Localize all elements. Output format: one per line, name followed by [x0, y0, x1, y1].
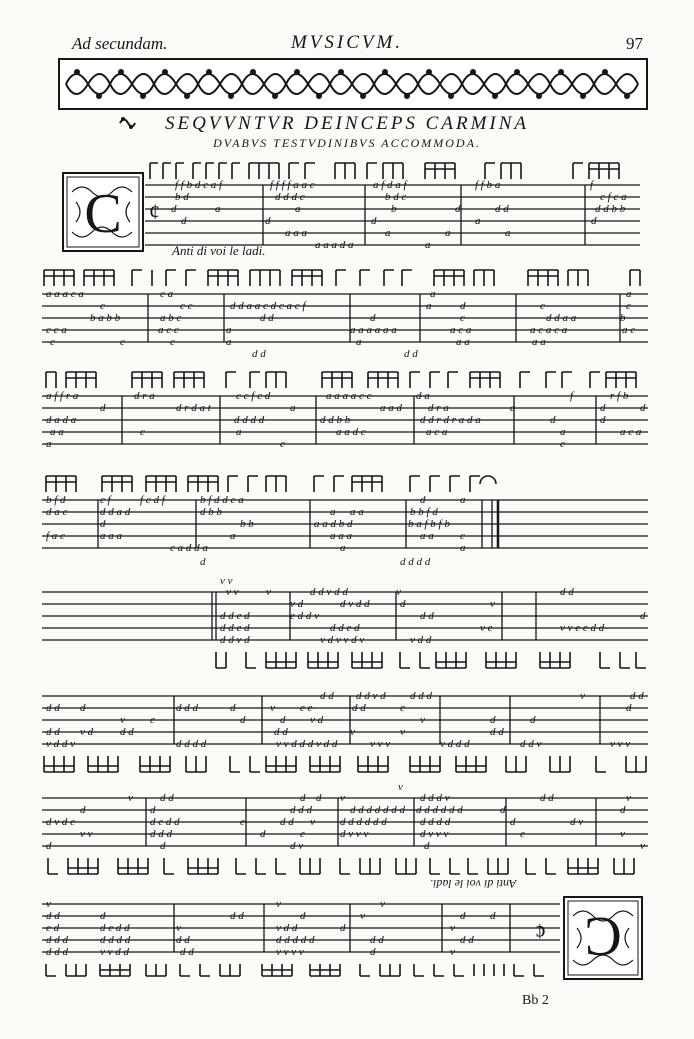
svg-text:a: a — [425, 239, 431, 251]
svg-text:d d: d d — [176, 934, 190, 946]
svg-text:v: v — [396, 586, 401, 598]
svg-text:d: d — [371, 215, 377, 227]
svg-text:v v d d d v d d: v v d d d v d d — [276, 738, 338, 750]
svg-text:b: b — [620, 312, 626, 324]
svg-text:d d a a: d d a a — [546, 312, 577, 324]
svg-text:d: d — [265, 215, 271, 227]
svg-text:c: c — [100, 300, 105, 312]
song-caption: Anti di voi le ladi. — [172, 243, 266, 258]
svg-text:d: d — [80, 702, 86, 714]
svg-text:d d d d: d d d d — [420, 816, 451, 828]
svg-text:d: d — [640, 402, 646, 414]
svg-text:c c f c d: c c f c d — [236, 390, 271, 402]
svg-text:d: d — [300, 910, 306, 922]
svg-text:d d e d: d d e d — [330, 622, 360, 634]
svg-text:v: v — [620, 828, 625, 840]
svg-text:v: v — [490, 598, 495, 610]
section-subtitle: DVABVS TESTVDINIBVS ACCOMMODA. — [213, 136, 481, 150]
svg-text:d: d — [490, 714, 496, 726]
svg-text:d d: d d — [280, 816, 294, 828]
svg-text:a c a: a c a — [426, 426, 448, 438]
svg-text:d d: d d — [404, 348, 418, 358]
svg-text:d d d d: d d d d — [234, 414, 265, 426]
svg-text:e: e — [520, 828, 525, 840]
svg-text:d: d — [460, 300, 466, 312]
svg-text:v v v v: v v v v — [276, 946, 304, 958]
svg-text:b a b b: b a b b — [90, 312, 121, 324]
svg-text:v: v — [360, 910, 365, 922]
svg-text:d d: d d — [252, 348, 266, 358]
svg-text:v v: v v — [220, 576, 233, 587]
svg-text:a: a — [215, 203, 221, 215]
svg-text:v: v — [176, 922, 181, 934]
cut-time-icon — [149, 199, 160, 224]
svg-text:c: c — [560, 438, 565, 450]
svg-text:e: e — [300, 828, 305, 840]
svg-text:c: c — [140, 426, 145, 438]
svg-text:d: d — [100, 910, 106, 922]
svg-text:v: v — [626, 792, 631, 804]
svg-text:a a: a a — [350, 506, 364, 518]
svg-text:a: a — [340, 542, 346, 554]
tablature-system-3 — [40, 364, 650, 464]
svg-text:b: b — [391, 203, 397, 215]
svg-text:d d d d: d d d d — [100, 934, 131, 946]
svg-text:d: d — [620, 804, 626, 816]
svg-text:c: c — [626, 300, 631, 312]
svg-text:a: a — [510, 402, 516, 414]
svg-text:d d: d d — [420, 610, 434, 622]
svg-text:d: d — [340, 922, 346, 934]
svg-text:c f c a: c f c a — [600, 191, 627, 203]
svg-text:v: v — [400, 726, 405, 738]
svg-text:a a a d a: a a a d a — [315, 239, 354, 251]
svg-text:c c a: c c a — [46, 324, 67, 336]
svg-text:d d: d d — [630, 690, 644, 702]
svg-text:a: a — [475, 215, 481, 227]
svg-text:d d: d d — [490, 726, 504, 738]
svg-text:d d: d d — [46, 702, 60, 714]
svg-text:v: v — [398, 782, 403, 793]
svg-text:a: a — [385, 227, 391, 239]
svg-text:a: a — [505, 227, 511, 239]
svg-text:d r a: d r a — [428, 402, 449, 414]
svg-text:v d: v d — [290, 598, 304, 610]
svg-text:a c: a c — [622, 324, 636, 336]
svg-text:a a: a a — [50, 426, 64, 438]
svg-text:d d d: d d d — [290, 804, 312, 816]
svg-text:d d b b: d d b b — [320, 414, 351, 426]
svg-text:v: v — [266, 586, 271, 598]
svg-text:a a d b d: a a d b d — [314, 518, 353, 530]
running-head-left: Ad secundam. — [72, 34, 168, 53]
svg-text:c: c — [460, 312, 465, 324]
running-head-title: MVSICVM. — [290, 32, 404, 53]
svg-text:a a d c: a a d c — [336, 426, 366, 438]
svg-text:d: d — [420, 494, 426, 506]
svg-text:d d d: d d d — [46, 934, 68, 946]
svg-text:d: d — [181, 215, 187, 227]
svg-text:d d: d d — [320, 690, 334, 702]
tablature-letters — [171, 179, 627, 251]
svg-text:b b: b b — [240, 518, 254, 530]
tablature-system-8 — [40, 894, 562, 988]
svg-text:c: c — [540, 300, 545, 312]
svg-text:v v d d: v v d d — [100, 946, 130, 958]
svg-text:d d: d d — [260, 312, 274, 324]
svg-text:b a f b f b: b a f b f b — [408, 518, 450, 530]
svg-text:v d: v d — [80, 726, 94, 738]
svg-text:r f b: r f b — [610, 390, 629, 402]
svg-text:f c d f: f c d f — [140, 494, 165, 506]
svg-text:f: f — [590, 179, 594, 191]
svg-text:d d: d d — [230, 910, 244, 922]
svg-text:d d d: d d d — [410, 690, 432, 702]
svg-text:c f: c f — [100, 494, 111, 506]
floral-border-icon — [58, 58, 648, 110]
svg-text:a c a c a: a c a c a — [530, 324, 568, 336]
svg-text:a a: a a — [532, 336, 546, 348]
svg-text:¢: ¢ — [149, 199, 160, 224]
svg-text:d d: d d — [46, 910, 60, 922]
svg-text:c c: c c — [180, 300, 193, 312]
svg-text:d d: d d — [352, 702, 366, 714]
svg-text:d: d — [300, 792, 306, 804]
svg-text:d d e d: d d e d — [220, 610, 250, 622]
svg-text:d v d e: d v d e — [46, 816, 76, 828]
svg-text:v: v — [120, 714, 125, 726]
svg-text:a a a: a a a — [330, 530, 352, 542]
svg-text:v: v — [420, 714, 425, 726]
svg-text:f: f — [570, 390, 574, 402]
svg-text:d d: d d — [540, 792, 554, 804]
svg-text:v d d d: v d d d — [440, 738, 470, 750]
svg-text:a: a — [560, 426, 566, 438]
svg-text:d d: d d — [460, 934, 474, 946]
svg-text:d d: d d — [160, 792, 174, 804]
svg-text:a: a — [236, 426, 242, 438]
svg-text:d: d — [400, 598, 406, 610]
svg-text:d: d — [370, 312, 376, 324]
svg-text:d d: d d — [46, 726, 60, 738]
svg-text:e: e — [150, 714, 155, 726]
svg-text:v d v v d v: v d v v d v — [320, 634, 365, 646]
svg-text:d d v d: d d v d — [356, 690, 386, 702]
svg-text:d v v v: d v v v — [420, 828, 449, 840]
svg-text:v d d: v d d — [410, 634, 432, 646]
svg-text:v v v: v v v — [610, 738, 631, 750]
svg-text:d d a d: d d a d — [100, 506, 131, 518]
svg-text:d: d — [150, 804, 156, 816]
decorated-initial-icon — [62, 172, 144, 257]
svg-text:d d: d d — [274, 726, 288, 738]
svg-text:d: d — [455, 203, 461, 215]
svg-text:a a a c a: a a a c a — [46, 288, 84, 300]
svg-text:a a a: a a a — [100, 530, 122, 542]
svg-text:v d: v d — [310, 714, 324, 726]
svg-text:¢: ¢ — [535, 919, 546, 944]
svg-text:e d d v: e d d v — [290, 610, 320, 622]
svg-text:d: d — [100, 402, 106, 414]
svg-text:v d d: v d d — [276, 922, 298, 934]
svg-text:a: a — [226, 336, 232, 348]
svg-text:d d: d d — [495, 203, 509, 215]
svg-text:a: a — [295, 203, 301, 215]
svg-text:d d: d d — [180, 946, 194, 958]
svg-text:d r d a t: d r d a t — [176, 402, 211, 414]
svg-text:a a d: a a d — [380, 402, 402, 414]
svg-text:d d d c: d d d c — [275, 191, 305, 203]
svg-text:d d e d: d d e d — [220, 622, 250, 634]
svg-text:d: d — [640, 610, 646, 622]
section-title: SEQVVNTVR DEINCEPS CARMINA — [164, 113, 530, 134]
tablature-system-6 — [40, 686, 650, 782]
svg-text:d: d — [510, 816, 516, 828]
svg-text:d d v d: d d v d — [220, 634, 250, 646]
svg-text:d a c: d a c — [46, 506, 68, 518]
svg-text:f f b d c a f: f f b d c a f — [175, 179, 223, 191]
svg-text:d d a a c d c a c f: d d a a c d c a c f — [230, 300, 306, 312]
svg-text:c: c — [170, 336, 175, 348]
svg-text:f a c: f a c — [46, 530, 65, 542]
svg-text:d: d — [160, 840, 166, 852]
song-caption-inverted: Anti di voi le ladi. — [430, 877, 517, 891]
svg-text:d d d d d d: d d d d d d — [416, 804, 463, 816]
svg-text:a: a — [460, 542, 466, 554]
svg-text:b f d d c a: b f d d c a — [200, 494, 244, 506]
svg-text:a c c: a c c — [158, 324, 179, 336]
svg-text:v: v — [450, 922, 455, 934]
svg-text:v d d v: v d d v — [46, 738, 76, 750]
svg-text:v: v — [340, 792, 345, 804]
svg-text:d d d v: d d d v — [420, 792, 450, 804]
svg-text:d a d a: d a d a — [46, 414, 77, 426]
svg-text:a: a — [356, 336, 362, 348]
signature-mark: Bb 2 — [522, 993, 549, 1008]
svg-text:d d: d d — [120, 726, 134, 738]
svg-text:d: d — [100, 518, 106, 530]
svg-text:c: c — [280, 438, 285, 450]
svg-text:d: d — [280, 714, 286, 726]
svg-text:c a: c a — [160, 288, 174, 300]
svg-text:d d d d d d d: d d d d d d d — [350, 804, 405, 816]
svg-text:d a: d a — [416, 390, 430, 402]
svg-text:v v v: v v v — [370, 738, 391, 750]
svg-text:v e: v e — [480, 622, 493, 634]
svg-text:d d d d d: d d d d d — [276, 934, 315, 946]
svg-text:v v e e d d: v v e e d d — [560, 622, 605, 634]
svg-text:d: d — [550, 414, 556, 426]
svg-text:v: v — [46, 898, 51, 910]
tablature-system-2 — [40, 262, 650, 358]
svg-text:d e d d: d e d d — [100, 922, 130, 934]
initial-letter: C — [84, 183, 122, 245]
svg-text:d d v: d d v — [520, 738, 542, 750]
svg-text:d: d — [500, 804, 506, 816]
svg-text:d: d — [600, 414, 606, 426]
svg-text:a: a — [445, 227, 451, 239]
svg-text:d d d: d d d — [46, 946, 68, 958]
svg-text:d v: d v — [290, 840, 304, 852]
svg-text:d: d — [460, 910, 466, 922]
svg-text:v v: v v — [226, 586, 239, 598]
svg-text:v: v — [450, 946, 455, 958]
svg-text:d: d — [46, 840, 52, 852]
svg-text:a a a a c c: a a a a c c — [326, 390, 372, 402]
svg-text:d: d — [200, 556, 206, 568]
svg-text:d d d d: d d d d — [400, 556, 431, 568]
svg-text:d d d d d d: d d d d d d — [340, 816, 387, 828]
svg-text:v: v — [276, 898, 281, 910]
svg-text:a c a: a c a — [450, 324, 472, 336]
svg-text:v: v — [270, 702, 275, 714]
svg-text:c: c — [50, 336, 55, 348]
decorated-initial-icon — [563, 896, 643, 985]
svg-text:v v: v v — [80, 828, 93, 840]
svg-text:d d r d r a d a: d d r d r a d a — [420, 414, 481, 426]
svg-text:d: d — [490, 910, 496, 922]
svg-text:a: a — [230, 530, 236, 542]
svg-text:v: v — [640, 840, 645, 852]
svg-text:d: d — [80, 804, 86, 816]
svg-text:a: a — [46, 438, 52, 450]
tablature-system-1 — [145, 155, 645, 251]
svg-text:v: v — [310, 816, 315, 828]
svg-text:d b b: d b b — [200, 506, 222, 518]
svg-text:e e: e e — [300, 702, 313, 714]
tablature-system-4 — [40, 468, 650, 572]
page-number: 97 — [626, 34, 643, 53]
svg-text:f f b a: f f b a — [475, 179, 501, 191]
svg-text:d d v d d: d d v d d — [310, 586, 348, 598]
svg-text:b f d: b f d — [46, 494, 66, 506]
svg-text:d: d — [370, 946, 376, 958]
svg-text:d r a: d r a — [134, 390, 155, 402]
svg-text:d: d — [240, 714, 246, 726]
svg-text:a b c: a b c — [160, 312, 182, 324]
svg-text:a a a a a a: a a a a a a — [350, 324, 397, 336]
svg-text:d: d — [171, 203, 177, 215]
svg-text:b b f d: b b f d — [410, 506, 438, 518]
svg-text:d: d — [230, 702, 236, 714]
svg-text:a: a — [460, 494, 466, 506]
svg-text:a f d a f: a f d a f — [373, 179, 407, 191]
svg-text:d: d — [626, 702, 632, 714]
svg-text:d d b b: d d b b — [595, 203, 626, 215]
svg-text:d v v v: d v v v — [340, 828, 369, 840]
svg-text:d: d — [424, 840, 430, 852]
rhythm-flags — [150, 163, 619, 179]
svg-text:v: v — [580, 690, 585, 702]
svg-text:a: a — [626, 288, 632, 300]
tablature-system-7 — [40, 782, 650, 882]
svg-text:f f f f a a c: f f f f a a c — [270, 179, 315, 191]
svg-text:a: a — [290, 402, 296, 414]
svg-text:d v: d v — [570, 816, 584, 828]
svg-text:a: a — [330, 506, 336, 518]
svg-text:a: a — [226, 324, 232, 336]
svg-text:a: a — [426, 300, 432, 312]
svg-text:d v d d: d v d d — [340, 598, 370, 610]
svg-text:d e d d: d e d d — [150, 816, 180, 828]
svg-text:e: e — [240, 816, 245, 828]
svg-text:d: d — [260, 828, 266, 840]
svg-text:c: c — [460, 530, 465, 542]
svg-text:v: v — [128, 792, 133, 804]
svg-text:v: v — [350, 726, 355, 738]
svg-text:a c a: a c a — [620, 426, 642, 438]
svg-text:d: d — [316, 792, 322, 804]
svg-text:v: v — [380, 898, 385, 910]
svg-text:c a d d a: c a d d a — [170, 542, 208, 554]
cut-time-icon — [535, 919, 546, 944]
svg-text:d d: d d — [560, 586, 574, 598]
tablature-system-5 — [40, 576, 650, 674]
svg-text:d d d d: d d d d — [176, 738, 207, 750]
svg-text:d d: d d — [370, 934, 384, 946]
svg-text:c: c — [120, 336, 125, 348]
svg-text:d d d: d d d — [150, 828, 172, 840]
svg-text:a a a: a a a — [285, 227, 307, 239]
svg-text:a a: a a — [456, 336, 470, 348]
svg-text:d d d: d d d — [176, 702, 198, 714]
svg-text:b d c: b d c — [385, 191, 407, 203]
svg-text:a: a — [430, 288, 436, 300]
svg-text:d: d — [530, 714, 536, 726]
svg-text:a a: a a — [420, 530, 434, 542]
svg-text:d: d — [600, 402, 606, 414]
svg-text:e: e — [400, 702, 405, 714]
svg-text:a f f r a: a f f r a — [46, 390, 79, 402]
svg-text:b d: b d — [175, 191, 189, 203]
svg-text:e d: e d — [46, 922, 60, 934]
svg-text:d: d — [591, 215, 597, 227]
svg-text:C: C — [584, 905, 622, 967]
